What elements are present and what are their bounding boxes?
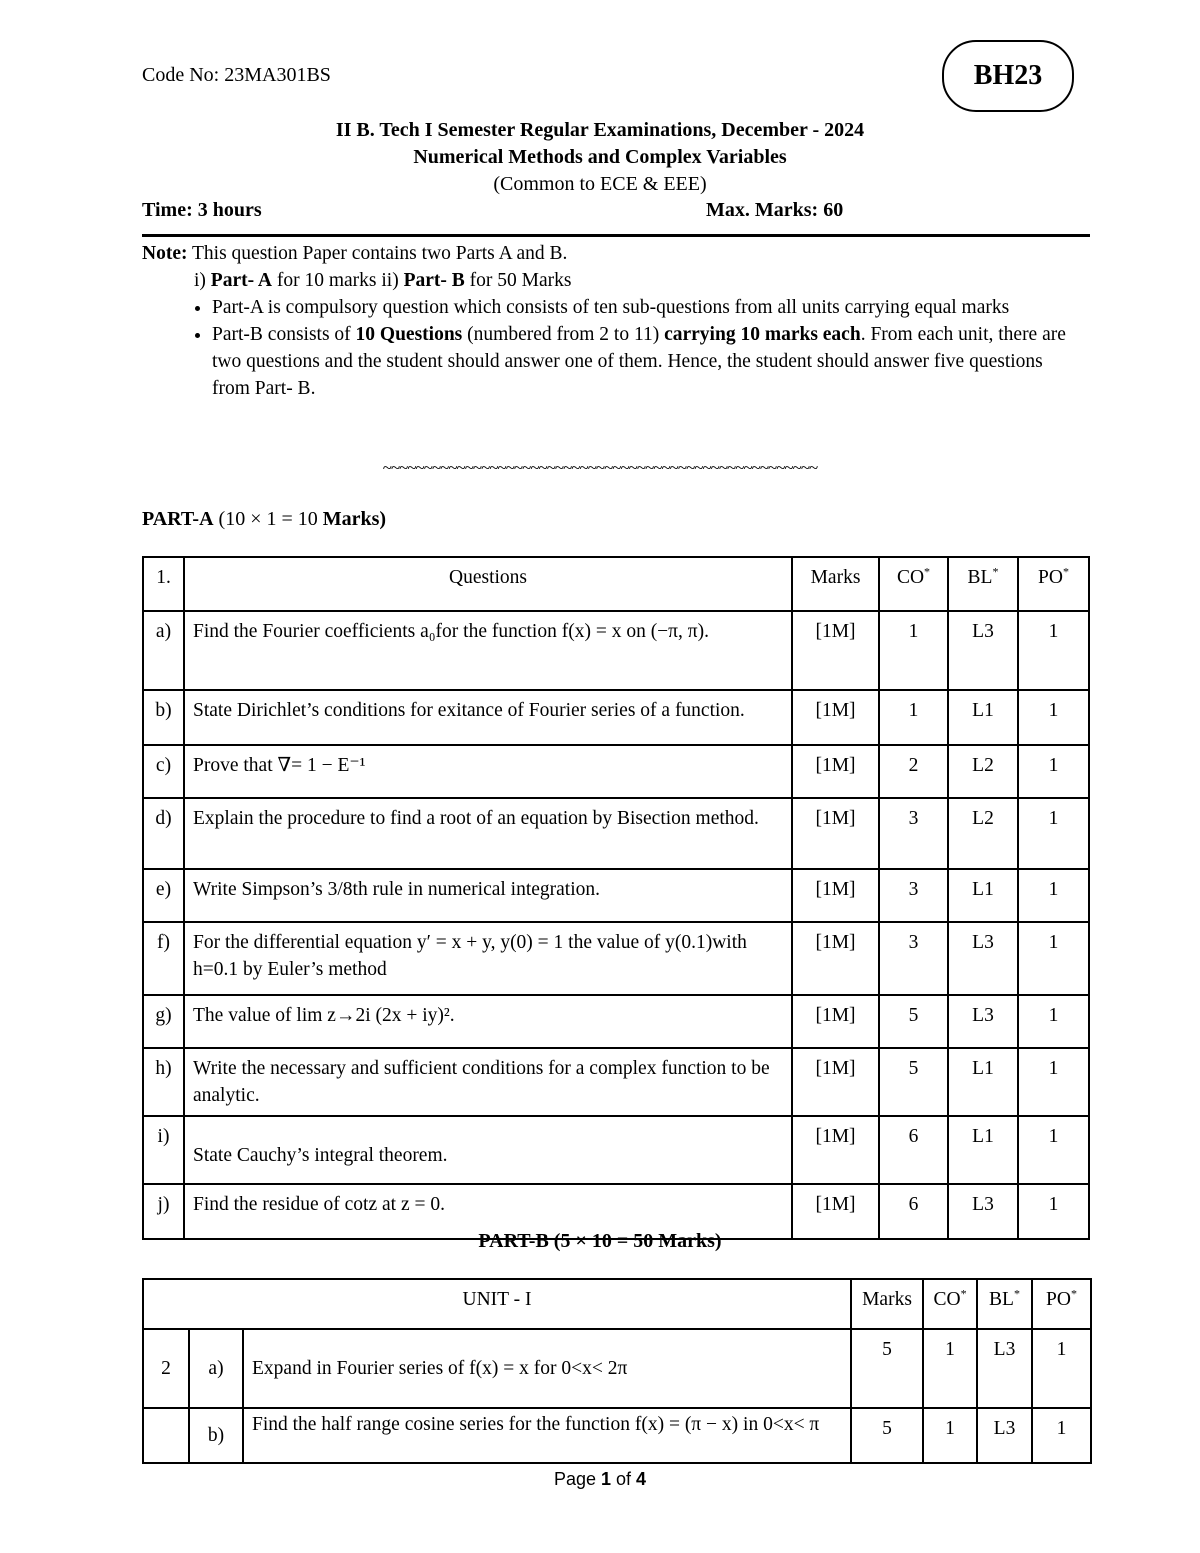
header-marks: Marks xyxy=(851,1279,923,1329)
note-bullet-1: • Part-A is compulsory question which consists of ten sub-questions from all units carrying equal marks xyxy=(212,294,1082,321)
exam-title: II B. Tech I Semester Regular Examinations, December - 2024 xyxy=(335,119,865,141)
table-row: b) Find the half range cosine series for the function f(x) = (π − x) in 0<x< π 5 1 L3 1 xyxy=(143,1408,1091,1463)
header-num: 1. xyxy=(143,557,184,611)
note-bullets xyxy=(142,294,1082,402)
question-number: 2 xyxy=(143,1329,189,1408)
header-bl: BL* xyxy=(977,1279,1032,1329)
part-b-table xyxy=(142,1278,1092,1464)
separator-line: ~~~~~~~~~~~~~~~~~~~~~~~~~~~~~~~~~~~~~~~~~~~~~~~~~~~~~ xyxy=(382,458,818,477)
table-row: 2 a) Expand in Fourier series of f(x) = x for 0<x< 2π 5 1 L3 1 xyxy=(143,1329,1091,1408)
table-row: j) Find the residue of cotz at z = 0. [1M] 6 L3 1 xyxy=(143,1184,1089,1239)
table-header-row xyxy=(143,557,1089,611)
header-questions: Questions xyxy=(184,557,792,611)
note-bullet-2: • Part-B consists of 10 Questions (numbered from 2 to 11) carrying 10 marks each. From each unit, there are two questions and the student should answer one of them. Hence, the student should answer five questions from Part- B. xyxy=(212,321,1082,402)
header-po: PO* xyxy=(1018,557,1089,611)
table-row: a) Find the Fourier coefficients a₀for the function f(x) = x on (−π, π). [1M] 1 L3 1 xyxy=(143,611,1089,690)
common-to: (Common to ECE & EEE) xyxy=(493,173,707,195)
table-row: i) State Cauchy’s integral theorem. [1M] 6 L1 1 xyxy=(143,1116,1089,1184)
code-number: Code No: 23MA301BS xyxy=(142,64,331,86)
table-row: d) Explain the procedure to find a root of an equation by Bisection method. [1M] 3 L2 1 xyxy=(143,798,1089,869)
instructions-note xyxy=(142,240,1082,402)
header-co: CO* xyxy=(923,1279,977,1329)
header-po: PO* xyxy=(1032,1279,1091,1329)
note-line-2: i) Part- A for 10 marks ii) Part- B for 50 Marks xyxy=(194,270,572,291)
header-co: CO* xyxy=(879,557,948,611)
page-total: 4 xyxy=(636,1469,647,1489)
max-marks: Max. Marks: 60 xyxy=(706,199,844,221)
header-marks: Marks xyxy=(792,557,879,611)
table-row: b) State Dirichlet’s conditions for exitance of Fourier series of a function. [1M] 1 L1 1 xyxy=(143,690,1089,745)
note-line-1: Note: This question Paper contains two Parts A and B. xyxy=(142,243,568,264)
table-header-row xyxy=(143,1279,1091,1329)
exam-time: Time: 3 hours xyxy=(142,199,262,221)
part-a-heading: PART-A (10 × 1 = 10 Marks) xyxy=(142,508,387,530)
note-label: Note: xyxy=(142,243,188,264)
header-bl: BL* xyxy=(948,557,1018,611)
table-row: f) For the differential equation y′ = x + y, y(0) = 1 the value of y(0.1)with h=0.1 by Euler’s method [1M] 3 L3 1 xyxy=(143,922,1089,995)
paper-code-badge: BH23 xyxy=(942,40,1074,112)
subject-title: Numerical Methods and Complex Variables xyxy=(413,146,787,168)
page-number: 1 xyxy=(601,1469,612,1489)
table-row: e) Write Simpson’s 3/8th rule in numerical integration. [1M] 3 L1 1 xyxy=(143,869,1089,922)
table-row: c) Prove that ∇= 1 − E⁻¹ [1M] 2 L2 1 xyxy=(143,745,1089,798)
table-row: h) Write the necessary and sufficient conditions for a complex function to be analytic. [1M] 5 L1 1 xyxy=(143,1048,1089,1116)
header-divider xyxy=(142,234,1090,237)
table-row: g) The value of lim z→2i (2x + iy)². [1M] 5 L3 1 xyxy=(143,995,1089,1048)
unit-header: UNIT - I xyxy=(143,1279,851,1329)
page-footer: Page 1 of 4 xyxy=(553,1469,647,1489)
part-a-table xyxy=(142,556,1090,1240)
part-b-heading: PART-B (5 × 10 = 50 Marks) xyxy=(478,1230,722,1252)
